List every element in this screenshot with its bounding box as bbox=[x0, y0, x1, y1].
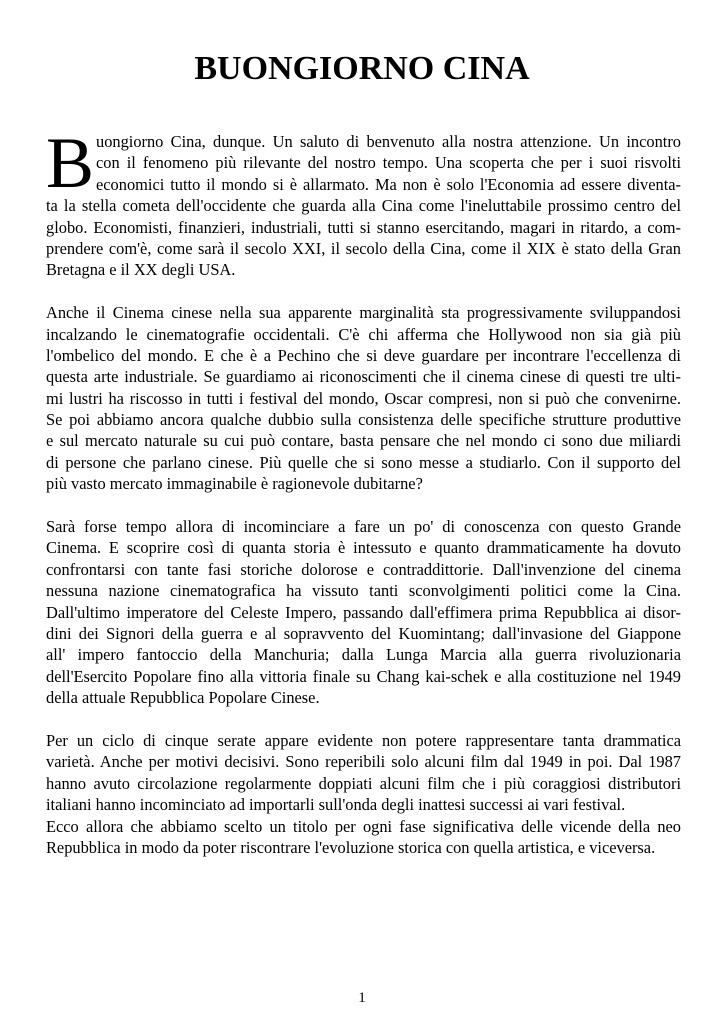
text-line: della attuale Repubblica Popolare Cinese. bbox=[46, 688, 320, 708]
text-line: e sul mercato naturale su cui può contare, basta pensare che nel mondo ci sono due miliardi bbox=[46, 431, 681, 451]
text-line: all' impero fantoccio della Manchuria; dalla Lunga Marcia alla guerra rivoluzionaria bbox=[46, 645, 681, 665]
text-line: economici tutto il mondo si è allarmato. Ma non è solo l'Economia ad essere diventa- bbox=[96, 174, 681, 194]
text-line: confrontarsi con tante fasi storiche dolorose e contraddittorie. Dall'invenzione del cinema bbox=[46, 559, 681, 579]
text-line: Dall'ultimo imperatore del Celeste Impero, passando dall'effimera prima Repubblica ai disor- bbox=[46, 602, 681, 622]
paragraph bbox=[46, 516, 681, 709]
text-line: nessuna nazione cinematografica ha vissuto tanti sconvolgimenti politici come la Cina. bbox=[46, 581, 681, 601]
text-line: più vasto mercato immaginabile è ragionevole dubitarne? bbox=[46, 474, 423, 494]
text-line: Per un ciclo di cinque serate appare evidente non potere rappresentare tanta drammatica bbox=[46, 730, 681, 750]
text-line: Repubblica in modo da poter riscontrare l'evoluzione storica con quella artistica, e viceversa. bbox=[46, 837, 656, 857]
paragraph bbox=[46, 730, 681, 858]
text-line: l'ombelico del mondo. E che è a Pechino che si deve guardare per incontrare l'eccellenza di bbox=[46, 345, 681, 365]
paragraph bbox=[46, 302, 681, 495]
text-line: ta la stella cometa dell'occidente che guarda alla Cina come l'ineluttabile prossimo centro del bbox=[46, 196, 681, 216]
text-line: italiani hanno incominciato ad importarli sull'onda degli inattesi successi ai vari festival. bbox=[46, 795, 626, 815]
text-line: prendere com'è, come sarà il secolo XXI, il secolo della Cina, come il XIX è stato della Gran bbox=[46, 238, 681, 258]
text-line: incalzando le cinematografie occidentali. C'è chi afferma che Hollywood non sia già più bbox=[46, 324, 681, 344]
text-line: Bretagna e il XX degli USA. bbox=[46, 260, 236, 280]
text-line: Cinema. E scoprire così di quanta storia è intessuto e quanto drammaticamente ha dovuto bbox=[46, 538, 681, 558]
drop-cap: B bbox=[46, 123, 95, 203]
text-line: dell'Esercito Popolare fino alla vittoria finale su Chang kai-schek e alla costituzione nel 1949 bbox=[46, 666, 681, 686]
text-line: globo. Economisti, finanzieri, industriali, tutti si stanno esercitando, magari in ritardo, a com- bbox=[46, 217, 681, 237]
text-line: di persone che parlano cinese. Più quelle che si sono messe a studiarlo. Con il supporto del bbox=[46, 452, 681, 472]
text-line: Ecco allora che abbiamo scelto un titolo per ogni fase significativa delle vicende della neo bbox=[46, 816, 681, 836]
text-line: hanno avuto circolazione regolarmente doppiati alcuni film che i più coraggiosi distributori bbox=[46, 773, 681, 793]
text-line: questa arte industriale. Se guardiamo ai riconoscimenti che il cinema cinese di questi tre ulti- bbox=[46, 367, 681, 387]
text-line: Sarà forse tempo allora di incominciare a fare un po' di conoscenza con questo Grande bbox=[46, 517, 681, 537]
document-title: BUONGIORNO CINA bbox=[194, 50, 530, 87]
document-body bbox=[46, 123, 681, 858]
page-number: 1 bbox=[358, 990, 366, 1006]
paragraph bbox=[46, 123, 681, 281]
text-line: uongiorno Cina, dunque. Un saluto di benvenuto alla nostra attenzione. Un incontro bbox=[96, 132, 681, 151]
text-line: con il fenomeno più rilevante del nostro tempo. Una scoperta che per i suoi risvolti bbox=[96, 153, 681, 173]
text-line: dini dei Signori della guerra e al sopravvento del Kuomintang; dall'invasione del Giappone bbox=[46, 623, 681, 643]
text-line: mi lustri ha riscosso in tutti i festival del mondo, Oscar compresi, non si può che convenirne. bbox=[46, 388, 681, 408]
text-line: Anche il Cinema cinese nella sua apparente marginalità sta progressivamente sviluppandosi bbox=[46, 303, 681, 323]
text-line: Se poi abbiamo ancora qualche dubbio sulla consistenza delle specifiche strutture produttive bbox=[46, 410, 681, 430]
text-line: varietà. Anche per motivi decisivi. Sono reperibili solo alcuni film dal 1949 in poi. Dal 1987 bbox=[46, 752, 681, 772]
